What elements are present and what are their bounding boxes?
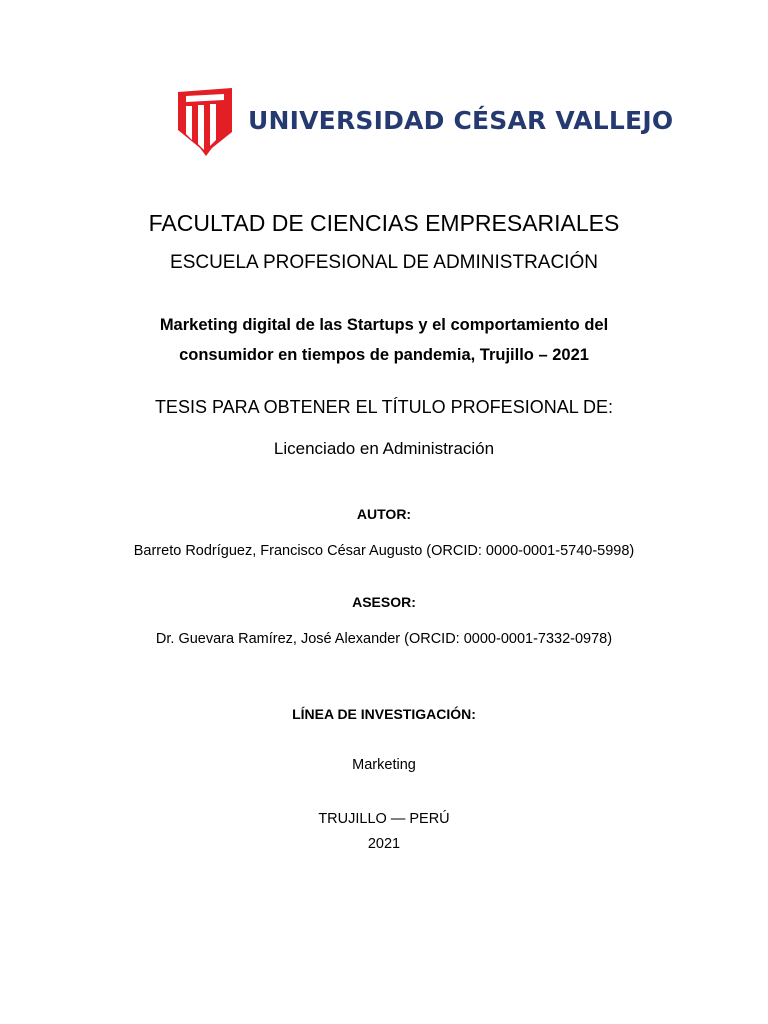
university-shield-icon — [176, 88, 234, 156]
university-name: UNIVERSIDAD CÉSAR VALLEJO — [248, 106, 674, 135]
research-line-value: Marketing — [352, 757, 416, 773]
advisor-value: Dr. Guevara Ramírez, José Alexander (ORCID: 0000-0001-7332-0978) — [155, 631, 613, 647]
location-text: TRUJILLO — PERÚ — [318, 811, 450, 827]
year-text: 2021 — [367, 836, 401, 852]
school-heading: ESCUELA PROFESIONAL DE ADMINISTRACIÓN — [170, 252, 598, 273]
author-label: AUTOR: — [356, 506, 412, 522]
author-value: Barreto Rodríguez, Francisco César Augusto (ORCID: 0000-0001-5740-5998) — [133, 543, 635, 559]
faculty-heading: FACULTAD DE CIENCIAS EMPRESARIALES — [148, 210, 620, 236]
university-logo — [176, 88, 674, 156]
advisor-label: ASESOR: — [352, 594, 416, 610]
research-line-label: LÍNEA DE INVESTIGACIÓN: — [292, 706, 476, 722]
degree-value: Licenciado en Administración — [273, 439, 495, 458]
thesis-title — [0, 310, 768, 370]
thesis-title-line-1: Marketing digital de las Startups y el comportamiento del — [159, 316, 609, 334]
thesis-title-line-2: consumidor en tiempos de pandemia, Trujillo – 2021 — [179, 346, 589, 364]
degree-label: TESIS PARA OBTENER EL TÍTULO PROFESIONAL DE: — [154, 397, 614, 417]
